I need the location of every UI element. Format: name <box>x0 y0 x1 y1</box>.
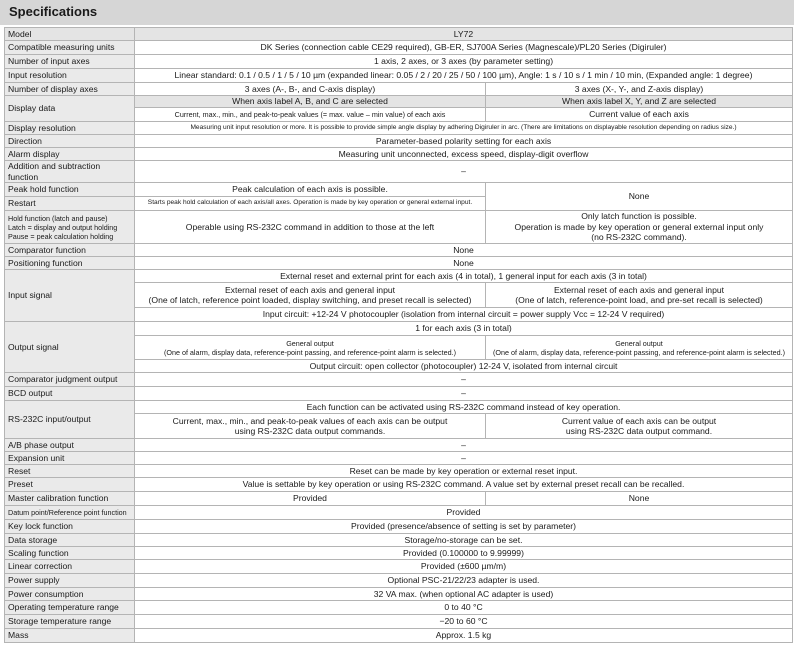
value-rs232-1: Each function can be activated using RS-232C command instead of key operation. <box>135 401 793 414</box>
label-reset: Reset <box>5 465 135 478</box>
label-units: Compatible measuring units <box>5 41 135 55</box>
value-input-signal-abc: External reset of each axis and general input (One of latch, reference point loaded, display switching, and preset recall is selected) <box>135 283 486 308</box>
value-comparator-judgment: – <box>135 373 793 387</box>
value-units: DK Series (connection cable CE29 required), GB-ER, SJ700A Series (Magnescale)/PL20 Series (Digiruler) <box>135 41 793 55</box>
label-bcd: BCD output <box>5 387 135 401</box>
value-power-supply: Optional PSC-21/22/23 adapter is used. <box>135 574 793 588</box>
value-datum: Provided <box>135 506 793 520</box>
value-bcd: – <box>135 387 793 401</box>
value-output-signal-1: 1 for each axis (3 in total) <box>135 322 793 336</box>
value-display-axes-abc: 3 axes (A-, B-, and C-axis display) <box>135 83 486 96</box>
value-power-consumption: 32 VA max. (when optional AC adapter is used) <box>135 588 793 601</box>
value-display-data-abc: Current, max., min., and peak-to-peak values (= max. value – min value) of each axis <box>135 108 486 122</box>
label-preset: Preset <box>5 478 135 492</box>
label-master-calibration: Master calibration function <box>5 492 135 506</box>
label-scaling: Scaling function <box>5 547 135 560</box>
value-input-axes: 1 axis, 2 axes, or 3 axes (by parameter setting) <box>135 55 793 69</box>
label-power-supply: Power supply <box>5 574 135 588</box>
value-output-signal-3: Output circuit: open collector (photocoupler) 12-24 V, isolated from internal circuit <box>135 360 793 373</box>
value-rs232-abc: Current, max., min., and peak-to-peak values of each axis can be output using RS-232C data output commands. <box>135 414 486 439</box>
value-alarm: Measuring unit unconnected, excess speed, display-digit overflow <box>135 148 793 161</box>
value-preset: Value is settable by key operation or using RS-232C command. A value set by external preset recall can be recalled. <box>135 478 793 492</box>
value-addsub: – <box>135 161 793 183</box>
value-data-storage: Storage/no-storage can be set. <box>135 534 793 547</box>
label-comparator-judgment: Comparator judgment output <box>5 373 135 387</box>
label-display-data: Display data <box>5 96 135 122</box>
label-storage-temp: Storage temperature range <box>5 615 135 629</box>
label-linear-correction: Linear correction <box>5 560 135 574</box>
value-hold-xyz: Only latch function is possible. Operation is made by key operation or general external input only (no RS-232C command). <box>486 211 793 244</box>
value-storage-temp: −20 to 60 °C <box>135 615 793 629</box>
value-scaling: Provided (0.100000 to 9.99999) <box>135 547 793 560</box>
value-restart: Starts peak hold calculation of each axis/all axes. Operation is made by key operation or general external input. <box>135 197 486 211</box>
value-display-resolution: Measuring unit input resolution or more. It is possible to provide simple angle display by adhering Digiruler in arc. (There are limitations on displayable resolution depending on radius size.) <box>135 122 793 135</box>
label-alarm: Alarm display <box>5 148 135 161</box>
label-comparator: Comparator function <box>5 244 135 257</box>
value-reset: Reset can be made by key operation or external reset input. <box>135 465 793 478</box>
label-positioning: Positioning function <box>5 257 135 270</box>
value-key-lock: Provided (presence/absence of setting is set by parameter) <box>135 520 793 534</box>
label-hold: Hold function (latch and pause) Latch = display and output holding Pause = peak calculation holding <box>5 211 135 244</box>
value-mass: Approx. 1.5 kg <box>135 629 793 643</box>
display-data-head-xyz: When axis label X, Y, and Z are selected <box>486 96 793 108</box>
label-addsub: Addition and subtraction function <box>5 161 135 183</box>
value-expansion: – <box>135 452 793 465</box>
label-expansion: Expansion unit <box>5 452 135 465</box>
value-input-signal-1: External reset and external print for each axis (4 in total), 1 general input for each axis (3 in total) <box>135 270 793 283</box>
display-data-head-abc: When axis label A, B, and C are selected <box>135 96 486 108</box>
value-display-axes-xyz: 3 axes (X-, Y-, and Z-axis display) <box>486 83 793 96</box>
label-model: Model <box>5 28 135 41</box>
label-power-consumption: Power consumption <box>5 588 135 601</box>
label-input-axes: Number of input axes <box>5 55 135 69</box>
value-linear-correction: Provided (±600 µm/m) <box>135 560 793 574</box>
value-hold-abc: Operable using RS-232C command in addition to those at the left <box>135 211 486 244</box>
value-peak-hold: Peak calculation of each axis is possible. <box>135 183 486 197</box>
section-header <box>0 0 794 25</box>
value-master-calibration-abc: Provided <box>135 492 486 506</box>
value-rs232-xyz: Current value of each axis can be output using RS-232C data output command. <box>486 414 793 439</box>
value-master-calibration-xyz: None <box>486 492 793 506</box>
label-data-storage: Data storage <box>5 534 135 547</box>
label-output-signal: Output signal <box>5 322 135 373</box>
label-mass: Mass <box>5 629 135 643</box>
value-display-data-xyz: Current value of each axis <box>486 108 793 122</box>
label-peak-hold: Peak hold function <box>5 183 135 197</box>
label-display-axes: Number of display axes <box>5 83 135 96</box>
value-peak-restart-xyz: None <box>486 183 793 211</box>
value-input-signal-3: Input circuit: +12-24 V photocoupler (isolation from internal circuit = power supply Vcc = 12-24 V required) <box>135 308 793 322</box>
value-output-signal-abc: General output (One of alarm, display data, reference-point passing, and reference-point alarm is selected.) <box>135 336 486 360</box>
specifications-table <box>4 27 793 643</box>
label-ab-phase: A/B phase output <box>5 439 135 452</box>
value-direction: Parameter-based polarity setting for each axis <box>135 135 793 148</box>
value-input-signal-xyz: External reset of each axis and general input (One of latch, reference-point load, and pre-set recall is selected) <box>486 283 793 308</box>
value-positioning: None <box>135 257 793 270</box>
label-input-signal: Input signal <box>5 270 135 322</box>
label-rs232: RS-232C input/output <box>5 401 135 439</box>
value-model: LY72 <box>135 28 793 41</box>
value-operating-temp: 0 to 40 °C <box>135 601 793 615</box>
label-display-resolution: Display resolution <box>5 122 135 135</box>
value-comparator: None <box>135 244 793 257</box>
value-output-signal-xyz: General output (One of alarm, display data, reference-point passing, and reference-point alarm is selected.) <box>486 336 793 360</box>
label-direction: Direction <box>5 135 135 148</box>
page-title: Specifications <box>9 4 98 19</box>
label-key-lock: Key lock function <box>5 520 135 534</box>
label-restart: Restart <box>5 197 135 211</box>
label-datum: Datum point/Reference point function <box>5 506 135 520</box>
label-operating-temp: Operating temperature range <box>5 601 135 615</box>
value-input-resolution: Linear standard: 0.1 / 0.5 / 1 / 5 / 10 µm (expanded linear: 0.05 / 2 / 20 / 25 / 50 / 100 µm), Angle: 1 s / 10 s / 1 min / 10 min, (Expanded angle: 1 degree) <box>135 69 793 83</box>
label-input-resolution: Input resolution <box>5 69 135 83</box>
value-ab-phase: – <box>135 439 793 452</box>
